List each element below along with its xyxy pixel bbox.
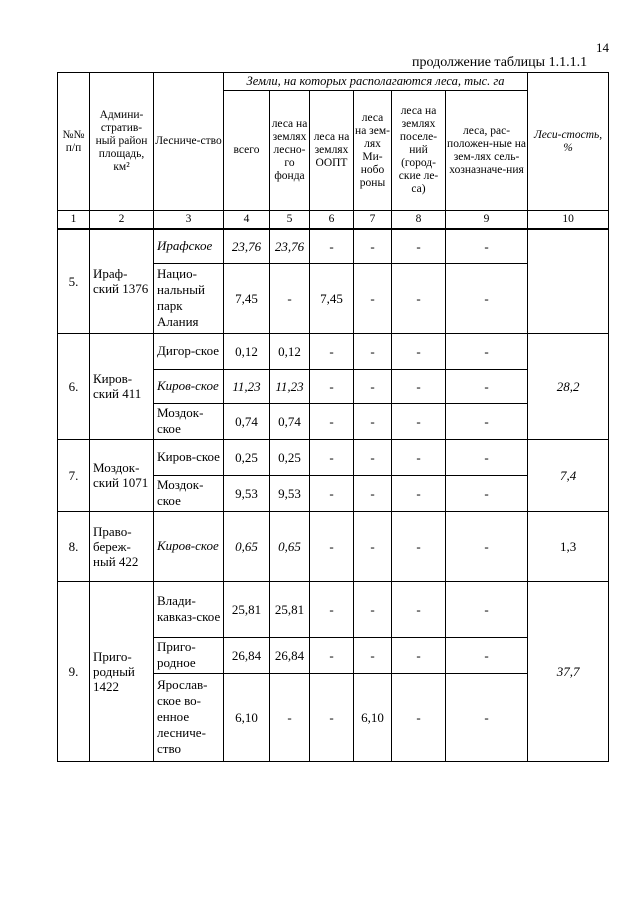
minoborony-cell: -: [354, 229, 392, 263]
total-cell: 23,76: [224, 229, 270, 263]
table-row: [58, 439, 609, 475]
forest-lands-table: [57, 72, 609, 762]
agri-cell: -: [446, 403, 528, 439]
minoborony-cell: -: [354, 637, 392, 673]
oopt-cell: -: [310, 581, 354, 637]
total-cell: 6,10: [224, 673, 270, 761]
settlements-cell: -: [392, 263, 446, 333]
table-caption: продолжение таблицы 1.1.1.1: [412, 55, 588, 70]
settlements-cell: -: [392, 475, 446, 511]
settlements-cell: -: [392, 581, 446, 637]
forest-fund-cell: 11,23: [270, 369, 310, 403]
settlements-cell: -: [392, 637, 446, 673]
col-number: 7: [354, 211, 392, 230]
settlements-cell: -: [392, 511, 446, 581]
col-number: 3: [154, 211, 224, 230]
settlements-cell: -: [392, 229, 446, 263]
cover-cell: 28,2: [528, 333, 609, 439]
forestry-cell: Ирафское: [154, 229, 224, 263]
agri-cell: -: [446, 369, 528, 403]
table-row: [58, 511, 609, 581]
forest-fund-cell: 0,65: [270, 511, 310, 581]
header-cover: Леси-стость, %: [528, 73, 609, 211]
col-number: 10: [528, 211, 609, 230]
forestry-cell: Киров-ское: [154, 511, 224, 581]
region-cell: Моздок-ский 1071: [90, 439, 154, 511]
agri-cell: -: [446, 673, 528, 761]
total-cell: 7,45: [224, 263, 270, 333]
cover-cell: 7,4: [528, 439, 609, 511]
header-region: Админи-стратив-ный район площадь, км²: [90, 73, 154, 211]
minoborony-cell: 6,10: [354, 673, 392, 761]
total-cell: 9,53: [224, 475, 270, 511]
col-number: 8: [392, 211, 446, 230]
total-cell: 0,12: [224, 333, 270, 369]
forestry-cell: Ярослав-ское во-енное лесниче-ство: [154, 673, 224, 761]
header-row-1: [58, 73, 609, 91]
forest-fund-cell: 26,84: [270, 637, 310, 673]
oopt-cell: -: [310, 229, 354, 263]
total-cell: 26,84: [224, 637, 270, 673]
settlements-cell: -: [392, 369, 446, 403]
total-cell: 0,65: [224, 511, 270, 581]
col-number: 6: [310, 211, 354, 230]
forestry-cell: Моздок-ское: [154, 475, 224, 511]
forest-fund-cell: 25,81: [270, 581, 310, 637]
settlements-cell: -: [392, 403, 446, 439]
agri-cell: -: [446, 229, 528, 263]
forestry-cell: Киров-ское: [154, 369, 224, 403]
minoborony-cell: -: [354, 263, 392, 333]
header-settlements: леса на землях поселе-ний (город-ские ле-са): [392, 91, 446, 211]
header-num: №№ п/п: [58, 73, 90, 211]
oopt-cell: 7,45: [310, 263, 354, 333]
row-number: 8.: [58, 511, 90, 581]
forest-fund-cell: 0,74: [270, 403, 310, 439]
header-minoborony: леса на зем-лях Ми-нобо роны: [354, 91, 392, 211]
oopt-cell: -: [310, 673, 354, 761]
agri-cell: -: [446, 439, 528, 475]
forest-fund-cell: 0,12: [270, 333, 310, 369]
forestry-cell: Нацио-нальный парк Алания: [154, 263, 224, 333]
agri-cell: -: [446, 637, 528, 673]
page-number: 14: [596, 40, 609, 55]
col-number: 2: [90, 211, 154, 230]
oopt-cell: -: [310, 403, 354, 439]
col-number: 1: [58, 211, 90, 230]
total-cell: 11,23: [224, 369, 270, 403]
row-number: 7.: [58, 439, 90, 511]
header-lands-group: Земли, на которых располагаются леса, тыс. га: [224, 73, 528, 91]
forest-fund-cell: 23,76: [270, 229, 310, 263]
header-forest-fund: леса на землях лесно-го фонда: [270, 91, 310, 211]
forestry-cell: Киров-ское: [154, 439, 224, 475]
column-numbers-row: [58, 211, 609, 230]
col-number: 9: [446, 211, 528, 230]
cover-cell: [528, 229, 609, 333]
header-oopt: леса на землях ООПТ: [310, 91, 354, 211]
agri-cell: -: [446, 511, 528, 581]
forestry-cell: Приго-родное: [154, 637, 224, 673]
table-row: [58, 581, 609, 637]
region-cell: Киров-ский 411: [90, 333, 154, 439]
forestry-cell: Дигор-ское: [154, 333, 224, 369]
minoborony-cell: -: [354, 403, 392, 439]
agri-cell: -: [446, 475, 528, 511]
minoborony-cell: -: [354, 439, 392, 475]
row-number: 6.: [58, 333, 90, 439]
table-row: [58, 229, 609, 263]
forestry-cell: Моздок-ское: [154, 403, 224, 439]
minoborony-cell: -: [354, 369, 392, 403]
oopt-cell: -: [310, 475, 354, 511]
minoborony-cell: -: [354, 581, 392, 637]
settlements-cell: -: [392, 333, 446, 369]
forest-fund-cell: 9,53: [270, 475, 310, 511]
total-cell: 0,25: [224, 439, 270, 475]
region-cell: Право-береж-ный 422: [90, 511, 154, 581]
forest-fund-cell: 0,25: [270, 439, 310, 475]
region-cell: Приго-родный 1422: [90, 581, 154, 761]
forest-fund-cell: -: [270, 263, 310, 333]
row-number: 9.: [58, 581, 90, 761]
table-row: [58, 333, 609, 369]
oopt-cell: -: [310, 333, 354, 369]
minoborony-cell: -: [354, 333, 392, 369]
header-forestry: Лесниче-ство: [154, 73, 224, 211]
region-cell: Ираф-ский 1376: [90, 229, 154, 333]
row-number: 5.: [58, 229, 90, 333]
minoborony-cell: -: [354, 475, 392, 511]
minoborony-cell: -: [354, 511, 392, 581]
cover-cell: 1,3: [528, 511, 609, 581]
col-number: 4: [224, 211, 270, 230]
forest-fund-cell: -: [270, 673, 310, 761]
oopt-cell: -: [310, 439, 354, 475]
oopt-cell: -: [310, 511, 354, 581]
settlements-cell: -: [392, 673, 446, 761]
total-cell: 25,81: [224, 581, 270, 637]
oopt-cell: -: [310, 369, 354, 403]
agri-cell: -: [446, 263, 528, 333]
total-cell: 0,74: [224, 403, 270, 439]
agri-cell: -: [446, 581, 528, 637]
settlements-cell: -: [392, 439, 446, 475]
oopt-cell: -: [310, 637, 354, 673]
header-total: всего: [224, 91, 270, 211]
cover-cell: 37,7: [528, 581, 609, 761]
forestry-cell: Влади-кавказ-ское: [154, 581, 224, 637]
agri-cell: -: [446, 333, 528, 369]
header-agri: леса, рас-положен-ные на зем-лях сель-хозназначе-ния: [446, 91, 528, 211]
col-number: 5: [270, 211, 310, 230]
